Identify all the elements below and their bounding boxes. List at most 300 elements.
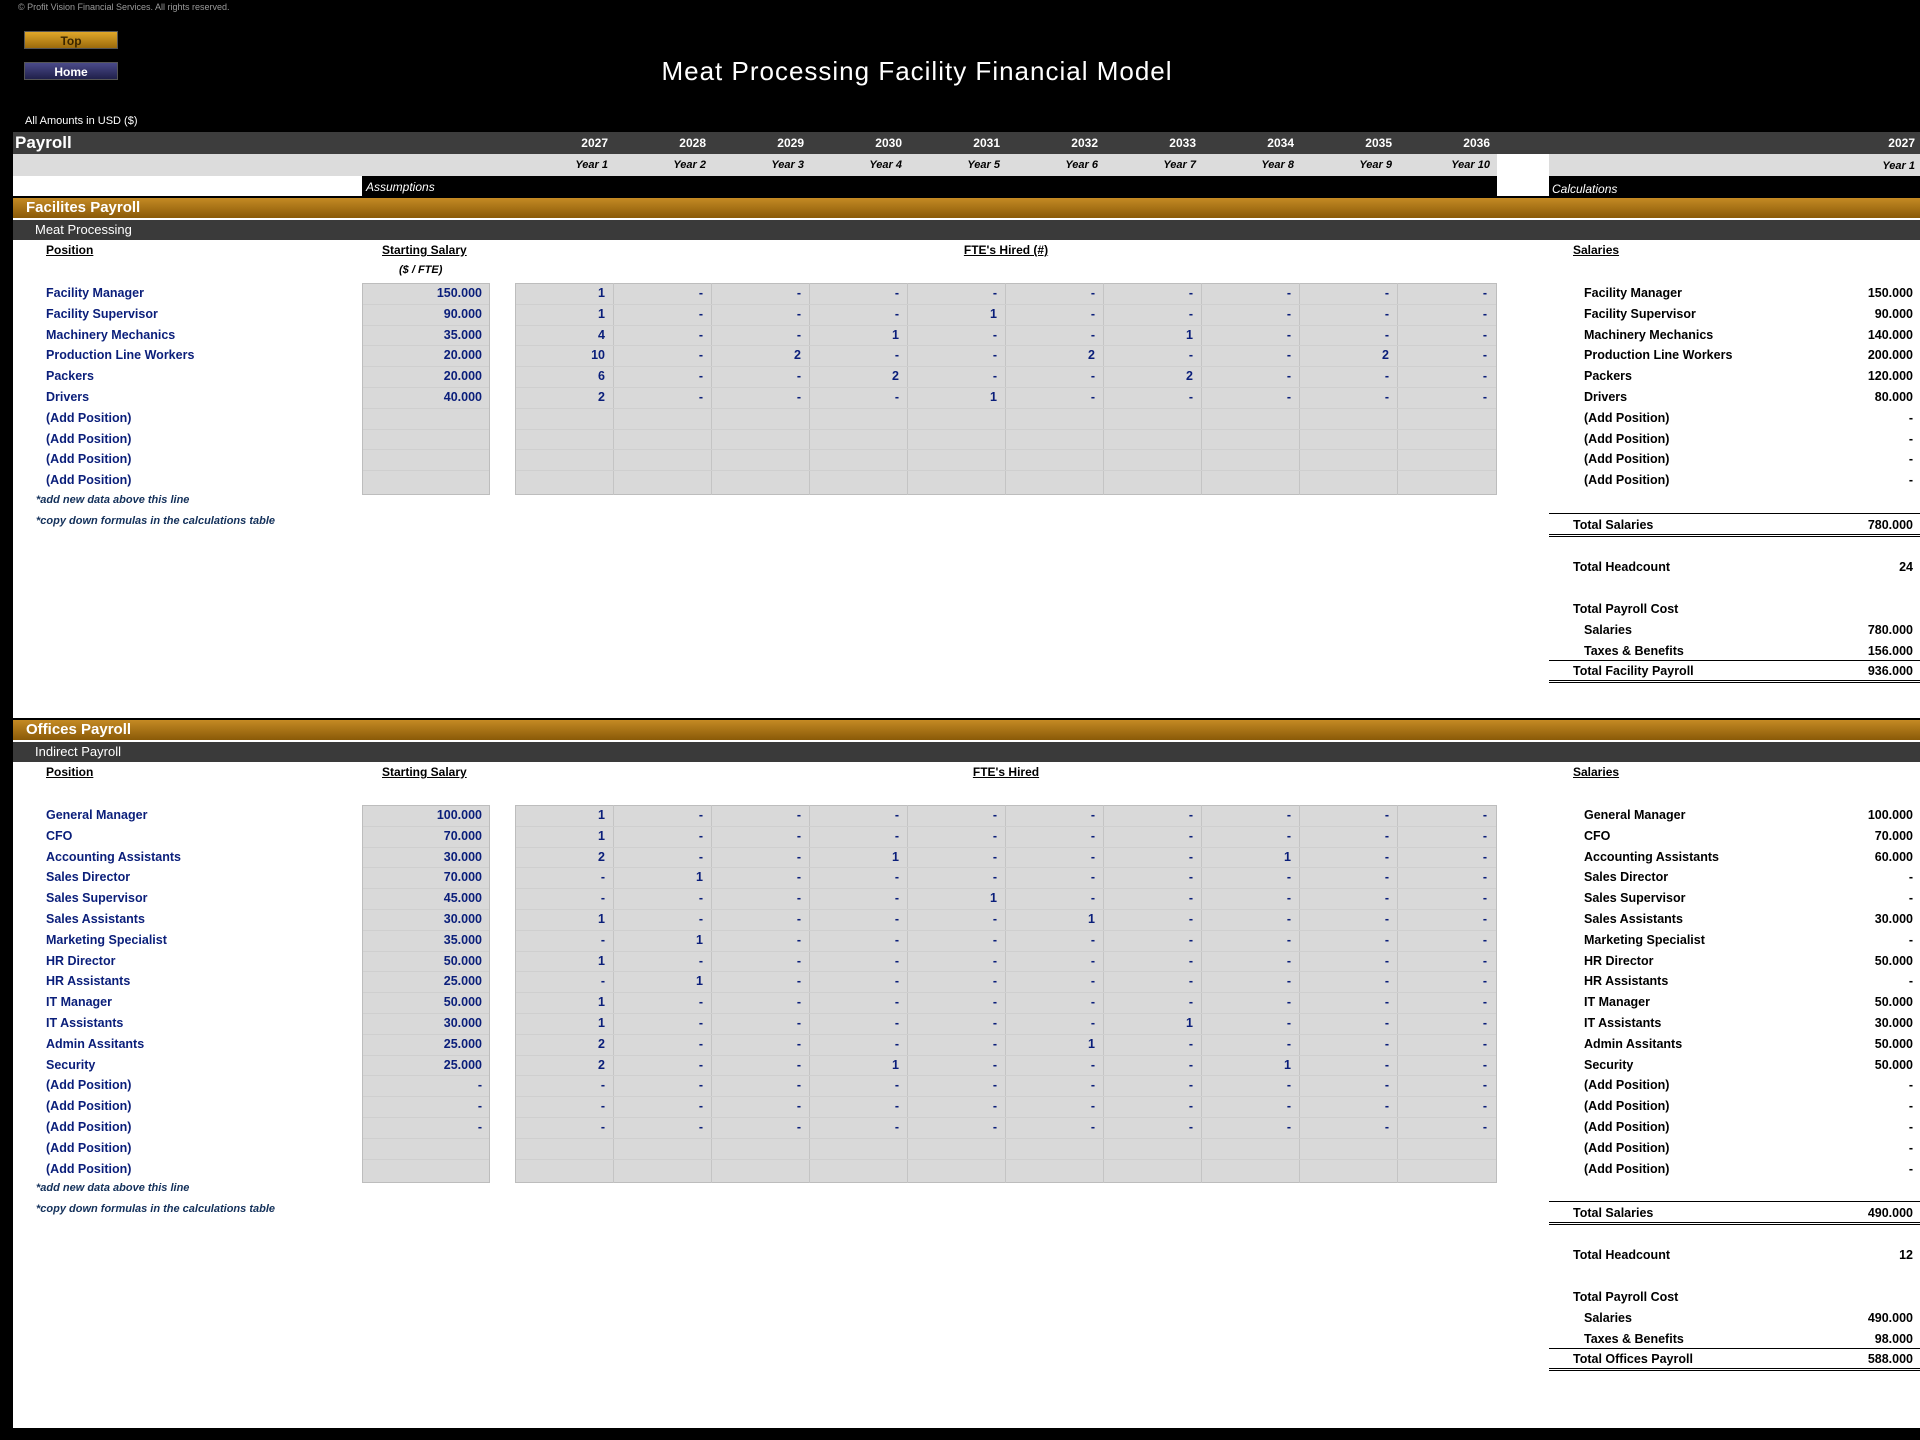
offices-fte-cell[interactable]: - [1188, 870, 1193, 885]
facilities-fte-cell[interactable]: - [1286, 369, 1291, 384]
offices-fte-cell[interactable]: - [1188, 953, 1193, 968]
offices-fte-cell[interactable]: - [600, 891, 605, 906]
offices-fte-cell[interactable]: - [992, 828, 997, 843]
offices-fte-cell[interactable]: - [1286, 1120, 1291, 1134]
facilities-fte-cell[interactable]: - [1384, 306, 1389, 321]
facilities-fte-cell[interactable]: - [796, 286, 801, 300]
offices-fte-cell[interactable]: - [1090, 828, 1095, 843]
facilities-calc-salary-value: 80.000 [1874, 390, 1913, 404]
offices-fte-cell[interactable]: - [1090, 1016, 1095, 1030]
offices-fte-cell[interactable]: - [1482, 995, 1487, 1010]
offices-fte-cell[interactable]: - [1384, 912, 1389, 926]
top-button[interactable]: Top [24, 31, 118, 49]
facilities-starting-salary-cell[interactable]: 20.000 [443, 369, 482, 384]
offices-starting-salary-cell[interactable]: 30.000 [443, 912, 482, 926]
facilities-fte-column-divider [1103, 283, 1104, 495]
offices-fte-cell[interactable]: - [1482, 891, 1487, 906]
offices-fte-cell[interactable]: - [1090, 849, 1095, 864]
offices-fte-cell[interactable]: - [1482, 1099, 1487, 1114]
assumptions-label: Assumptions [366, 180, 435, 194]
facilities-calc-position-name: Packers [1584, 369, 1632, 384]
facilities-fte-cell[interactable]: - [1286, 348, 1291, 363]
offices-fte-cell[interactable]: 1 [990, 891, 997, 906]
offices-fte-cell[interactable]: - [698, 1120, 703, 1134]
facilities-starting-salary-cell[interactable]: 40.000 [443, 390, 482, 404]
facilities-fte-cell[interactable]: 1 [990, 306, 997, 321]
offices-row-divider [516, 847, 1496, 848]
offices-fte-cell[interactable]: - [796, 1057, 801, 1072]
facilities-fte-cell[interactable]: - [1188, 306, 1193, 321]
offices-starting-salary-cell[interactable]: 50.000 [443, 995, 482, 1010]
offices-fte-cell[interactable]: - [1188, 912, 1193, 926]
facilities-fte-cell[interactable]: - [1482, 390, 1487, 404]
facilities-fte-cell[interactable]: - [1286, 306, 1291, 321]
offices-fte-cell[interactable]: - [796, 953, 801, 968]
facilities-row-divider [516, 345, 1496, 346]
offices-fte-cell[interactable]: - [992, 1016, 997, 1030]
offices-fte-cell[interactable]: - [1384, 891, 1389, 906]
offices-fte-cell[interactable]: - [992, 1120, 997, 1134]
offices-fte-cell[interactable]: - [698, 891, 703, 906]
facilities-salary-unit-header: ($ / FTE) [399, 264, 443, 276]
facilities-fte-cell[interactable]: 6 [598, 369, 605, 384]
offices-fte-cell[interactable]: - [1482, 828, 1487, 843]
facilities-fte-cell[interactable]: - [1090, 327, 1095, 342]
offices-fte-cell[interactable]: - [894, 974, 899, 989]
offices-fte-cell[interactable]: - [894, 1120, 899, 1134]
offices-note-add-data: *add new data above this line [36, 1182, 190, 1195]
copyright-notice: © Profit Vision Financial Services. All rights reserved. [18, 2, 230, 12]
year-2028: 2028 [679, 136, 706, 150]
facilities-fte-cell[interactable]: 1 [1186, 327, 1193, 342]
offices-fte-cell[interactable]: - [600, 1099, 605, 1114]
offices-fte-cell[interactable]: 1 [598, 1016, 605, 1030]
offices-fte-cell[interactable]: - [1090, 1057, 1095, 1072]
offices-row-divider [516, 930, 1496, 931]
offices-fte-cell[interactable]: 2 [598, 849, 605, 864]
offices-fte-cell[interactable]: - [894, 1016, 899, 1030]
offices-fte-cell[interactable]: - [698, 1036, 703, 1051]
offices-fte-cell[interactable]: - [992, 1099, 997, 1114]
offices-starting-salary-cell[interactable]: - [477, 1120, 482, 1134]
offices-row-divider [363, 971, 489, 972]
offices-fte-cell[interactable]: - [600, 1120, 605, 1134]
offices-position-header: Position [46, 765, 94, 779]
year-2035: 2035 [1365, 136, 1392, 150]
offices-fte-cell[interactable]: - [796, 1036, 801, 1051]
offices-fte-cell[interactable]: - [1188, 828, 1193, 843]
offices-starting-salary-cell[interactable]: 35.000 [443, 932, 482, 947]
facilities-position-name: Facility Supervisor [46, 306, 158, 321]
offices-starting-salary-cell[interactable]: 70.000 [443, 828, 482, 843]
offices-calc-position-name: HR Director [1584, 953, 1654, 968]
offices-fte-cell[interactable]: - [1482, 1078, 1487, 1093]
offices-fte-cell[interactable]: - [796, 995, 801, 1010]
offices-position-name: Marketing Specialist [46, 932, 167, 947]
offices-fte-cell[interactable]: - [1286, 932, 1291, 947]
facilities-fte-column-divider [1201, 283, 1202, 495]
offices-fte-cell[interactable]: - [1188, 995, 1193, 1010]
facilities-fte-cell[interactable]: - [698, 369, 703, 384]
offices-fte-cell[interactable]: - [1188, 849, 1193, 864]
offices-fte-cell[interactable]: 1 [598, 808, 605, 822]
offices-fte-cell[interactable]: - [796, 1120, 801, 1134]
facilities-fte-cell[interactable]: - [1188, 286, 1193, 300]
offices-row-divider [363, 1075, 489, 1076]
facilities-fte-cell[interactable]: - [1286, 327, 1291, 342]
year-label-6: Year 6 [1065, 159, 1098, 171]
facilities-fte-cell[interactable]: - [1482, 327, 1487, 342]
facilities-row-divider [363, 449, 489, 450]
facilities-fte-cell[interactable]: - [1188, 390, 1193, 404]
offices-fte-cell[interactable]: - [796, 932, 801, 947]
facilities-total-headcount-label: Total Headcount [1573, 560, 1670, 574]
offices-fte-cell[interactable]: - [1384, 828, 1389, 843]
facilities-fte-cell[interactable]: 10 [591, 348, 605, 363]
facilities-fte-cell[interactable]: - [992, 327, 997, 342]
offices-fte-cell[interactable]: - [894, 932, 899, 947]
offices-fte-cell[interactable]: 2 [598, 1057, 605, 1072]
offices-starting-salary-cell[interactable]: 30.000 [443, 1016, 482, 1030]
facilities-fte-cell[interactable]: - [698, 286, 703, 300]
offices-fte-cell[interactable]: - [1090, 1120, 1095, 1134]
offices-fte-cell[interactable]: - [698, 1099, 703, 1114]
offices-fte-cell[interactable]: - [1090, 891, 1095, 906]
offices-fte-cell[interactable]: - [1286, 808, 1291, 822]
offices-fte-cell[interactable]: - [1482, 849, 1487, 864]
offices-fte-cell[interactable]: 1 [1284, 1057, 1291, 1072]
facilities-fte-cell[interactable]: - [1090, 286, 1095, 300]
offices-fte-cell[interactable]: 1 [892, 1057, 899, 1072]
offices-fte-cell[interactable]: 1 [696, 870, 703, 885]
offices-fte-cell[interactable]: - [1188, 1120, 1193, 1134]
offices-starting-salary-cell[interactable]: 100.000 [436, 808, 482, 822]
facilities-calc-salary-value: 150.000 [1867, 286, 1913, 300]
offices-fte-cell[interactable]: - [796, 891, 801, 906]
facilities-fte-cell[interactable]: - [992, 286, 997, 300]
year-label-2: Year 2 [673, 159, 706, 171]
offices-fte-cell[interactable]: - [1090, 995, 1095, 1010]
facilities-fte-cell[interactable]: 1 [990, 390, 997, 404]
offices-row-divider [363, 1159, 489, 1160]
offices-fte-cell[interactable]: - [1188, 932, 1193, 947]
offices-fte-cell[interactable]: - [698, 912, 703, 926]
offices-fte-cell[interactable]: 1 [1284, 849, 1291, 864]
offices-fte-cell[interactable]: - [1188, 974, 1193, 989]
offices-row-divider [516, 867, 1496, 868]
offices-fte-cell[interactable]: - [1090, 974, 1095, 989]
offices-fte-cell[interactable]: 1 [892, 849, 899, 864]
offices-fte-cell[interactable]: 1 [598, 912, 605, 926]
offices-fte-cell[interactable]: - [1090, 932, 1095, 947]
facilities-fte-cell[interactable]: - [1090, 306, 1095, 321]
offices-fte-cell[interactable]: - [796, 849, 801, 864]
offices-fte-cell[interactable]: - [1384, 1120, 1389, 1134]
offices-fte-cell[interactable]: - [1090, 808, 1095, 822]
facilities-position-name: Machinery Mechanics [46, 327, 176, 342]
facilities-starting-salary-cell[interactable]: 35.000 [443, 327, 482, 342]
offices-fte-cell[interactable]: - [796, 1078, 801, 1093]
offices-starting-salary-cell[interactable]: - [477, 1078, 482, 1093]
offices-fte-cell[interactable]: - [698, 849, 703, 864]
offices-fte-cell[interactable]: 1 [1088, 1036, 1095, 1051]
facilities-fte-cell[interactable]: - [894, 390, 899, 404]
offices-fte-cell[interactable]: - [1482, 808, 1487, 822]
offices-grand-total-label: Total Offices Payroll [1573, 1352, 1693, 1367]
offices-fte-cell[interactable]: - [1286, 828, 1291, 843]
offices-fte-cell[interactable]: - [698, 1078, 703, 1093]
offices-position-name: General Manager [46, 808, 148, 822]
offices-fte-cell[interactable]: - [1482, 912, 1487, 926]
offices-row-divider [516, 1013, 1496, 1014]
offices-fte-cell[interactable]: - [1482, 974, 1487, 989]
offices-fte-cell[interactable]: - [1482, 1036, 1487, 1051]
facilities-fte-cell[interactable]: 2 [794, 348, 801, 363]
facilities-fte-cell[interactable]: - [698, 348, 703, 363]
facilities-fte-column-divider [1397, 283, 1398, 495]
offices-fte-cell[interactable]: - [1090, 1099, 1095, 1114]
facilities-fte-cell[interactable]: - [1286, 390, 1291, 404]
year-label-5: Year 5 [967, 159, 1000, 171]
facilities-fte-cell[interactable]: - [1090, 369, 1095, 384]
offices-fte-cell[interactable]: - [1188, 808, 1193, 822]
offices-fte-cell[interactable]: - [992, 849, 997, 864]
facilities-fte-cell[interactable]: - [698, 327, 703, 342]
offices-fte-cell[interactable]: - [992, 974, 997, 989]
offices-fte-cell[interactable]: 1 [598, 828, 605, 843]
offices-fte-cell[interactable]: - [698, 1016, 703, 1030]
facilities-fte-column-divider [1299, 283, 1300, 495]
offices-fte-cell[interactable]: - [1384, 932, 1389, 947]
offices-fte-cell[interactable]: - [992, 995, 997, 1010]
offices-fte-cell[interactable]: 1 [696, 932, 703, 947]
facilities-row-divider [363, 325, 489, 326]
offices-row-divider [516, 909, 1496, 910]
facilities-calc-salary-value: 90.000 [1874, 306, 1913, 321]
facilities-fte-cell[interactable]: - [698, 306, 703, 321]
facilities-starting-salary-cell[interactable]: 90.000 [443, 306, 482, 321]
offices-fte-cell[interactable]: - [1286, 1099, 1291, 1114]
offices-fte-cell[interactable]: - [1286, 1016, 1291, 1030]
offices-fte-cell[interactable]: - [1384, 808, 1389, 822]
facilities-starting-salary-cell[interactable]: 150.000 [436, 286, 482, 300]
offices-starting-salary-cell[interactable]: 70.000 [443, 870, 482, 885]
offices-fte-cell[interactable]: - [1188, 891, 1193, 906]
offices-fte-cell[interactable]: - [796, 912, 801, 926]
offices-row-divider [516, 971, 1496, 972]
offices-fte-cell[interactable]: - [992, 953, 997, 968]
offices-fte-column-divider [1397, 805, 1398, 1183]
facilities-fte-cell[interactable]: 2 [1382, 348, 1389, 363]
offices-fte-cell[interactable]: - [1482, 870, 1487, 885]
offices-position-name: (Add Position) [46, 1120, 132, 1134]
offices-fte-cell[interactable]: - [1090, 1078, 1095, 1093]
offices-fte-cell[interactable]: - [600, 974, 605, 989]
offices-fte-cell[interactable]: - [1384, 1078, 1389, 1093]
offices-fte-cell[interactable]: - [894, 995, 899, 1010]
offices-fte-cell[interactable]: 1 [598, 953, 605, 968]
facilities-row-divider [363, 366, 489, 367]
facilities-fte-cell[interactable]: - [1188, 348, 1193, 363]
facilities-fte-cell[interactable]: 2 [1186, 369, 1193, 384]
offices-fte-cell[interactable]: - [992, 1078, 997, 1093]
facilities-fte-cell[interactable]: - [1090, 390, 1095, 404]
offices-row-divider [363, 1117, 489, 1118]
offices-position-name: Sales Director [46, 870, 131, 885]
facilities-fte-cell[interactable]: 4 [598, 327, 605, 342]
facilities-fte-cell[interactable]: - [1482, 369, 1487, 384]
offices-fte-cell[interactable]: - [1384, 870, 1389, 885]
facilities-fte-cell[interactable]: 2 [598, 390, 605, 404]
offices-starting-salary-cell[interactable]: 25.000 [443, 1036, 482, 1051]
offices-starting-salary-cell[interactable]: 45.000 [443, 891, 482, 906]
offices-fte-cell[interactable]: - [1482, 1057, 1487, 1072]
facilities-fte-cell[interactable]: - [796, 390, 801, 404]
offices-fte-cell[interactable]: - [796, 828, 801, 843]
offices-fte-cell[interactable]: - [992, 808, 997, 822]
facilities-fte-cell[interactable]: 1 [892, 327, 899, 342]
facilities-fte-cell[interactable]: - [894, 348, 899, 363]
offices-calc-salary-value: - [1908, 870, 1913, 885]
offices-fte-cell[interactable]: 1 [1186, 1016, 1193, 1030]
offices-fte-cell[interactable]: - [894, 953, 899, 968]
offices-fte-cell[interactable]: - [1384, 974, 1389, 989]
facilities-fte-cell[interactable]: - [796, 306, 801, 321]
facilities-fte-cell[interactable]: - [1384, 390, 1389, 404]
offices-fte-cell[interactable]: - [1384, 1057, 1389, 1072]
offices-fte-cell[interactable]: - [992, 1057, 997, 1072]
facilities-row-divider [516, 304, 1496, 305]
offices-fte-cell[interactable]: - [698, 1057, 703, 1072]
offices-fte-cell[interactable]: - [894, 1036, 899, 1051]
offices-fte-cell[interactable]: - [894, 891, 899, 906]
offices-fte-cell[interactable]: - [1286, 1078, 1291, 1093]
offices-fte-cell[interactable]: - [992, 912, 997, 926]
offices-fte-cell[interactable]: - [1482, 932, 1487, 947]
offices-section-title: Offices Payroll [26, 721, 132, 738]
facilities-grand-total-top-rule [1549, 660, 1920, 661]
offices-fte-cell[interactable]: - [1384, 849, 1389, 864]
offices-fte-cell[interactable]: - [698, 953, 703, 968]
offices-fte-cell[interactable]: - [796, 870, 801, 885]
facilities-fte-cell[interactable]: - [992, 348, 997, 363]
offices-fte-cell[interactable]: 2 [598, 1036, 605, 1051]
offices-fte-cell[interactable]: - [992, 1036, 997, 1051]
facilities-fte-cell[interactable]: - [796, 369, 801, 384]
offices-fte-cell[interactable]: - [1286, 974, 1291, 989]
facilities-fte-cell[interactable]: - [1286, 286, 1291, 300]
facilities-fte-cell[interactable]: - [796, 327, 801, 342]
offices-fte-cell[interactable]: - [1286, 1036, 1291, 1051]
offices-fte-cell[interactable]: - [894, 912, 899, 926]
offices-fte-cell[interactable]: 1 [1088, 912, 1095, 926]
offices-fte-cell[interactable]: - [1384, 1016, 1389, 1030]
offices-starting-salary-cell[interactable]: 25.000 [443, 974, 482, 989]
offices-fte-cell[interactable]: - [894, 808, 899, 822]
facilities-fte-cell[interactable]: 1 [598, 286, 605, 300]
offices-fte-cell[interactable]: - [796, 1016, 801, 1030]
offices-fte-cell[interactable]: - [1384, 953, 1389, 968]
facilities-fte-cell[interactable]: - [1482, 306, 1487, 321]
facilities-fte-cell[interactable]: - [1482, 286, 1487, 300]
facilities-payroll-salaries-value: 780.000 [1867, 623, 1913, 637]
facilities-fte-cell[interactable]: - [698, 390, 703, 404]
facilities-fte-column-divider [613, 283, 614, 495]
offices-fte-cell[interactable]: - [1090, 870, 1095, 885]
facilities-salaries-header: Salaries [1573, 243, 1620, 257]
facilities-fte-cell[interactable]: 1 [598, 306, 605, 321]
offices-calc-salary-value: 50.000 [1874, 1057, 1913, 1072]
offices-fte-cell[interactable]: - [796, 974, 801, 989]
offices-starting-salary-cell[interactable]: - [477, 1099, 482, 1114]
offices-fte-cell[interactable]: - [894, 828, 899, 843]
offices-fte-cell[interactable]: - [1384, 1099, 1389, 1114]
offices-fte-cell[interactable]: - [1286, 912, 1291, 926]
offices-fte-cell[interactable]: - [1384, 1036, 1389, 1051]
offices-fte-cell[interactable]: - [1188, 1036, 1193, 1051]
offices-fte-cell[interactable]: - [600, 870, 605, 885]
facilities-fte-cell[interactable]: - [1384, 286, 1389, 300]
offices-starting-salary-cell[interactable]: 25.000 [443, 1057, 482, 1072]
facilities-fte-cell[interactable]: - [992, 369, 997, 384]
offices-fte-cell[interactable]: - [1286, 995, 1291, 1010]
offices-starting-salary-cell[interactable]: 50.000 [443, 953, 482, 968]
offices-fte-cell[interactable]: - [698, 995, 703, 1010]
offices-fte-cell[interactable]: - [796, 1099, 801, 1114]
facilities-fte-cell[interactable]: - [1482, 348, 1487, 363]
offices-fte-cell[interactable]: 1 [696, 974, 703, 989]
facilities-row-divider [363, 387, 489, 388]
offices-fte-cell[interactable]: - [894, 1078, 899, 1093]
offices-starting-salary-cell[interactable]: 30.000 [443, 849, 482, 864]
offices-fte-cell[interactable]: - [1188, 1057, 1193, 1072]
offices-fte-cell[interactable]: - [1286, 870, 1291, 885]
offices-fte-cell[interactable]: - [894, 1099, 899, 1114]
offices-fte-cell[interactable]: - [600, 932, 605, 947]
facilities-fte-cell[interactable]: - [1384, 369, 1389, 384]
facilities-starting-salary-cell[interactable]: 20.000 [443, 348, 482, 363]
home-button[interactable]: Home [24, 62, 118, 80]
facilities-fte-cell[interactable]: - [894, 306, 899, 321]
offices-fte-cell[interactable]: - [1482, 1016, 1487, 1030]
offices-fte-cell[interactable]: - [698, 828, 703, 843]
offices-fte-cell[interactable]: - [1090, 953, 1095, 968]
offices-fte-cell[interactable]: - [992, 870, 997, 885]
offices-fte-cell[interactable]: - [1188, 1099, 1193, 1114]
offices-fte-cell[interactable]: - [1286, 953, 1291, 968]
offices-fte-cell[interactable]: - [796, 808, 801, 822]
offices-fte-cell[interactable]: - [698, 808, 703, 822]
offices-fte-cell[interactable]: 1 [598, 995, 605, 1010]
offices-fte-cell[interactable]: - [1384, 995, 1389, 1010]
offices-calc-salary-value: 50.000 [1874, 953, 1913, 968]
facilities-calc-position-name: Production Line Workers [1584, 348, 1733, 363]
facilities-fte-cell[interactable]: 2 [892, 369, 899, 384]
offices-fte-cell[interactable]: - [1188, 1078, 1193, 1093]
offices-fte-cell[interactable]: - [1482, 953, 1487, 968]
offices-fte-cell[interactable]: - [1286, 891, 1291, 906]
facilities-fte-cell[interactable]: - [1384, 327, 1389, 342]
offices-fte-cell[interactable]: - [992, 932, 997, 947]
offices-fte-cell[interactable]: - [1482, 1120, 1487, 1134]
offices-fte-cell[interactable]: - [894, 870, 899, 885]
offices-fte-cell[interactable]: - [600, 1078, 605, 1093]
offices-fte-column-divider [907, 805, 908, 1183]
facilities-fte-cell[interactable]: 2 [1088, 348, 1095, 363]
facilities-fte-cell[interactable]: - [894, 286, 899, 300]
facilities-fte-column-divider [809, 283, 810, 495]
facilities-grand-total-label: Total Facility Payroll [1573, 664, 1694, 678]
